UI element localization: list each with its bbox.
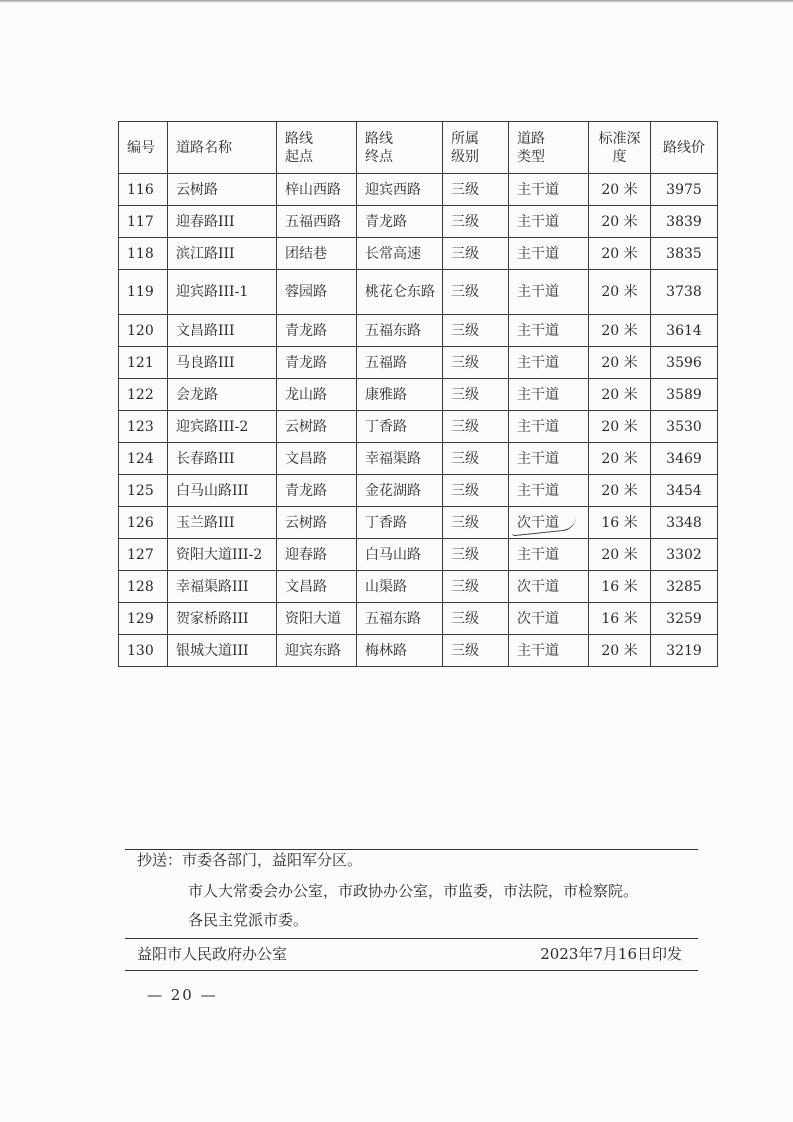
cell-price: 3348	[651, 507, 718, 539]
cell-depth: 20 米	[589, 379, 651, 411]
cell-start: 五福西路	[277, 206, 357, 238]
header-start: 路线 起点	[277, 122, 357, 174]
cell-num: 128	[119, 571, 168, 603]
table-row	[119, 443, 718, 475]
cell-type: 主干道	[509, 174, 589, 206]
cell-name: 长春路III	[168, 443, 277, 475]
cell-end: 梅林路	[357, 635, 443, 667]
cell-name: 幸福渠路III	[168, 571, 277, 603]
cell-type: 主干道	[509, 539, 589, 571]
cell-level: 三级	[443, 347, 509, 379]
table-header-row	[119, 122, 718, 174]
cell-num: 125	[119, 475, 168, 507]
cell-name: 资阳大道III-2	[168, 539, 277, 571]
cell-end: 白马山路	[357, 539, 443, 571]
cell-price: 3302	[651, 539, 718, 571]
cell-depth: 20 米	[589, 411, 651, 443]
cell-price: 3839	[651, 206, 718, 238]
cell-price: 3589	[651, 379, 718, 411]
table-row	[119, 475, 718, 507]
cell-end: 青龙路	[357, 206, 443, 238]
table-row	[119, 603, 718, 635]
table-row	[119, 206, 718, 238]
cell-level: 三级	[443, 635, 509, 667]
cell-level: 三级	[443, 507, 509, 539]
header-level: 所属 级别	[443, 122, 509, 174]
cell-end: 五福东路	[357, 603, 443, 635]
table-row	[119, 315, 718, 347]
cell-start: 文昌路	[277, 571, 357, 603]
cell-start: 迎春路	[277, 539, 357, 571]
table-row	[119, 507, 718, 539]
cell-type: 主干道	[509, 475, 589, 507]
issue-date: 2023年7月16日印发	[540, 945, 682, 963]
cell-num: 130	[119, 635, 168, 667]
cell-name: 贺家桥路III	[168, 603, 277, 635]
table-row	[119, 174, 718, 206]
cell-level: 三级	[443, 270, 509, 315]
cell-price: 3614	[651, 315, 718, 347]
cell-start: 梓山西路	[277, 174, 357, 206]
cell-depth: 20 米	[589, 174, 651, 206]
cell-name: 云树路	[168, 174, 277, 206]
cell-name: 文昌路III	[168, 315, 277, 347]
header-price: 路线价	[651, 122, 718, 174]
cell-depth: 20 米	[589, 238, 651, 270]
cell-start: 资阳大道	[277, 603, 357, 635]
table-row	[119, 238, 718, 270]
cell-depth: 16 米	[589, 603, 651, 635]
table-row	[119, 411, 718, 443]
cell-level: 三级	[443, 315, 509, 347]
cell-end: 桃花仑东路	[357, 270, 443, 315]
cell-depth: 20 米	[589, 635, 651, 667]
cell-end: 丁香路	[357, 411, 443, 443]
cell-price: 3738	[651, 270, 718, 315]
cell-name: 会龙路	[168, 379, 277, 411]
cell-type: 次干道	[509, 571, 589, 603]
cell-end: 五福路	[357, 347, 443, 379]
cell-type: 主干道	[509, 635, 589, 667]
cell-start: 云树路	[277, 411, 357, 443]
cc-bottom-rule	[125, 938, 698, 939]
table-row	[119, 347, 718, 379]
page-number: — 20 —	[147, 986, 218, 1004]
cell-start: 团结巷	[277, 238, 357, 270]
cell-price: 3219	[651, 635, 718, 667]
cell-num: 119	[119, 270, 168, 315]
cell-end: 迎宾西路	[357, 174, 443, 206]
cell-level: 三级	[443, 174, 509, 206]
cell-num: 116	[119, 174, 168, 206]
cell-start: 蓉园路	[277, 270, 357, 315]
footer-bottom-rule	[125, 970, 698, 971]
table-row	[119, 539, 718, 571]
cell-depth: 20 米	[589, 315, 651, 347]
cell-level: 三级	[443, 603, 509, 635]
cell-name: 滨江路III	[168, 238, 277, 270]
cell-type: 主干道	[509, 315, 589, 347]
cell-price: 3285	[651, 571, 718, 603]
table-row	[119, 379, 718, 411]
cell-type: 次干道	[509, 603, 589, 635]
cell-level: 三级	[443, 443, 509, 475]
cell-depth: 20 米	[589, 347, 651, 379]
cell-depth: 20 米	[589, 206, 651, 238]
cell-level: 三级	[443, 238, 509, 270]
cell-price: 3259	[651, 603, 718, 635]
cell-type: 主干道	[509, 238, 589, 270]
cell-level: 三级	[443, 411, 509, 443]
cell-name: 白马山路III	[168, 475, 277, 507]
cell-name: 马良路III	[168, 347, 277, 379]
header-type: 道路 类型	[509, 122, 589, 174]
cell-level: 三级	[443, 206, 509, 238]
cell-price: 3596	[651, 347, 718, 379]
header-name: 道路名称	[168, 122, 277, 174]
cell-level: 三级	[443, 379, 509, 411]
cell-name: 银城大道III	[168, 635, 277, 667]
cell-num: 129	[119, 603, 168, 635]
cell-num: 123	[119, 411, 168, 443]
cell-depth: 20 米	[589, 443, 651, 475]
cell-depth: 20 米	[589, 270, 651, 315]
cell-num: 127	[119, 539, 168, 571]
cell-level: 三级	[443, 475, 509, 507]
table-row	[119, 270, 718, 315]
cell-start: 文昌路	[277, 443, 357, 475]
cell-depth: 20 米	[589, 475, 651, 507]
cell-num: 118	[119, 238, 168, 270]
cell-price: 3454	[651, 475, 718, 507]
cell-end: 康雅路	[357, 379, 443, 411]
issue-footer	[137, 943, 682, 964]
cell-start: 青龙路	[277, 315, 357, 347]
cell-start: 青龙路	[277, 347, 357, 379]
cell-end: 幸福渠路	[357, 443, 443, 475]
header-num: 编号	[119, 122, 168, 174]
cell-start: 青龙路	[277, 475, 357, 507]
header-depth: 标准深 度	[589, 122, 651, 174]
table-row	[119, 571, 718, 603]
cell-name: 玉兰路III	[168, 507, 277, 539]
issuer: 益阳市人民政府办公室	[137, 945, 288, 963]
cell-type: 次干道	[509, 507, 589, 539]
cell-depth: 16 米	[589, 507, 651, 539]
cell-name: 迎春路III	[168, 206, 277, 238]
scan-top-edge	[0, 0, 793, 3]
cell-name: 迎宾路III-1	[168, 270, 277, 315]
cell-price: 3530	[651, 411, 718, 443]
cell-num: 122	[119, 379, 168, 411]
cell-end: 丁香路	[357, 507, 443, 539]
cell-type: 主干道	[509, 411, 589, 443]
table-row	[119, 635, 718, 667]
cell-price: 3469	[651, 443, 718, 475]
cell-price: 3975	[651, 174, 718, 206]
cell-num: 117	[119, 206, 168, 238]
cell-num: 121	[119, 347, 168, 379]
cell-depth: 20 米	[589, 539, 651, 571]
cell-type: 主干道	[509, 347, 589, 379]
cell-level: 三级	[443, 571, 509, 603]
cell-start: 云树路	[277, 507, 357, 539]
cell-num: 124	[119, 443, 168, 475]
cell-start: 龙山路	[277, 379, 357, 411]
cell-end: 长常高速	[357, 238, 443, 270]
cell-num: 126	[119, 507, 168, 539]
cell-end: 山渠路	[357, 571, 443, 603]
cell-type: 主干道	[509, 206, 589, 238]
cell-name: 迎宾路III-2	[168, 411, 277, 443]
cell-price: 3835	[651, 238, 718, 270]
cell-level: 三级	[443, 539, 509, 571]
cell-type: 主干道	[509, 379, 589, 411]
cell-start: 迎宾东路	[277, 635, 357, 667]
cell-type: 主干道	[509, 270, 589, 315]
header-end: 路线 终点	[357, 122, 443, 174]
cc-line-3: 各民主党派市委。	[188, 911, 309, 929]
cell-num: 120	[119, 315, 168, 347]
cell-type: 主干道	[509, 443, 589, 475]
cc-line-1: 抄送：市委各部门，益阳军分区。	[137, 851, 363, 869]
cell-end: 五福东路	[357, 315, 443, 347]
cc-line-2: 市人大常委会办公室，市政协办公室，市监委，市法院，市检察院。	[188, 882, 639, 900]
cell-depth: 16 米	[589, 571, 651, 603]
cell-end: 金花湖路	[357, 475, 443, 507]
road-price-table	[118, 121, 718, 667]
